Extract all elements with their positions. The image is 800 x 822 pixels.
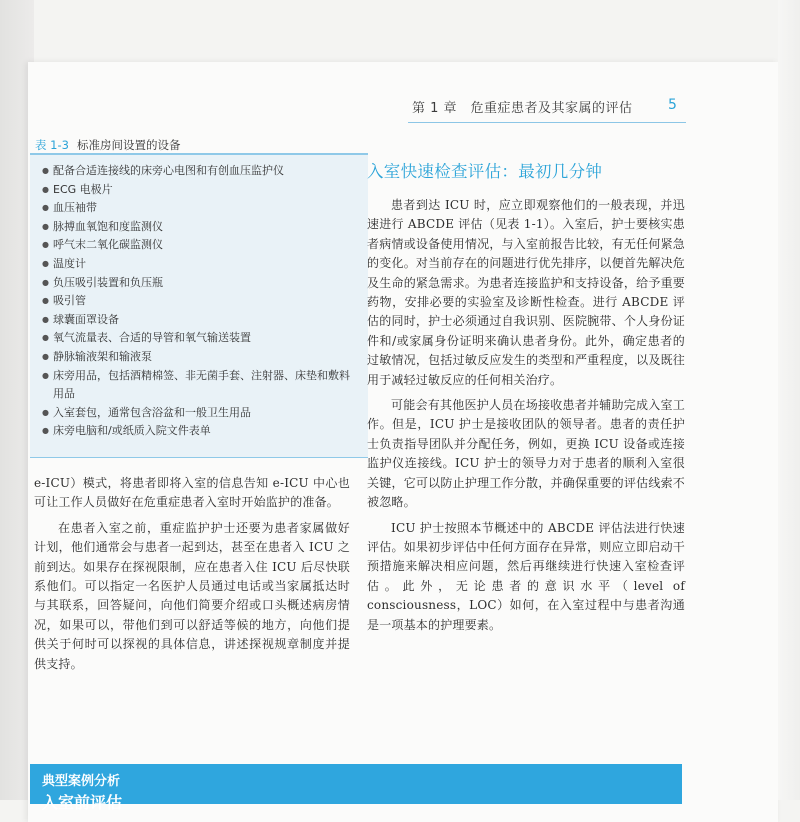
equipment-item-text: 呼气末二氧化碳监测仪	[53, 238, 163, 252]
bullet-icon: ●	[42, 351, 49, 361]
equipment-list-item	[30, 292, 368, 311]
equipment-list-item	[30, 422, 368, 441]
bullet-icon: ●	[42, 240, 49, 250]
equipment-item-text: 床旁电脑和/或纸质入院文件表单	[53, 424, 211, 438]
equipment-list-item	[30, 274, 368, 293]
equipment-item-text: ECG 电极片	[53, 182, 113, 196]
equipment-list-item	[30, 162, 368, 181]
equipment-list-item	[30, 348, 368, 367]
case-study-subtitle: 入室前评估	[42, 793, 123, 812]
equipment-item-text: 氧气流量表、合适的导管和氧气输送装置	[53, 331, 251, 345]
equipment-item-text: 床旁用品，包括酒精棉签、非无菌手套、注射器、床垫和敷料用品	[53, 368, 350, 401]
equipment-list-item	[30, 181, 368, 200]
background-surface-right	[778, 0, 800, 800]
running-header	[412, 97, 712, 119]
equipment-item-text: 吸引管	[53, 294, 86, 308]
equipment-item-text: 血压袖带	[53, 201, 97, 215]
table-title: 标准房间设置的设备	[76, 138, 181, 152]
table-number: 表 1-3	[35, 138, 69, 152]
bullet-icon: ●	[42, 277, 49, 287]
right-paragraph: ICU 护士按照本节概述中的 ABCDE 评估法进行快速评估。如果初步评估中任何方面存在异常，则应立即启动干预措施来解决相应问题，然后再继续进行快速入室检查评估。此外，无论患者的意识水平（level of consciousness，LOC）如何，在入室过程中与患者沟通是一项基本的护理要素。	[367, 520, 685, 632]
equipment-list-item	[30, 329, 368, 348]
case-study-banner	[30, 764, 682, 812]
section-heading: 入室快速检查评估：最初几分钟	[367, 162, 603, 181]
bullet-icon: ●	[42, 184, 49, 194]
left-paragraph: e-ICU）模式，将患者即将入室的信息告知 e-ICU 中心也可让工作人员做好在危重症患者入室时开始监护的准备。	[34, 476, 350, 510]
bullet-icon: ●	[42, 166, 49, 175]
equipment-table	[30, 153, 368, 458]
left-paragraph: 在患者入室之前，重症监护护士还要为患者家属做好计划，他们通常会与患者一起到达，甚至在患者入 ICU 之前到达。如果存在探视限制，应在患者入住 ICU 后尽快联系他们。可以指定一名医护人员通过电话或当家属抵达时与其联系，回答疑问，向他们简要介绍或口头概述病房情况，如果可以，带他们到可以舒适等候的地方，向他们提供关于何时可以探视的具体信息，讲述探视规章制度并提供支持。	[34, 520, 350, 671]
page-number: 5	[668, 97, 678, 113]
equipment-item-text: 配备合适连接线的床旁心电图和有创血压监护仪	[53, 164, 284, 177]
bullet-icon: ●	[42, 407, 49, 417]
left-column-text	[34, 474, 350, 674]
bullet-icon: ●	[42, 314, 49, 324]
equipment-list-item	[30, 255, 368, 274]
bullet-icon: ●	[42, 258, 49, 268]
bullet-icon: ●	[42, 296, 49, 306]
equipment-item-text: 脉搏血氧饱和度监测仪	[53, 219, 163, 233]
equipment-list-item	[30, 311, 368, 330]
bullet-icon: ●	[42, 426, 49, 436]
chapter-title: 第 1 章 危重症患者及其家属的评估	[412, 101, 633, 116]
right-column-text	[367, 196, 685, 635]
equipment-list	[30, 155, 368, 441]
equipment-item-text: 入室套包，通常包含浴盆和一般卫生用品	[53, 405, 251, 419]
equipment-list-item	[30, 236, 368, 255]
bullet-icon: ●	[42, 203, 49, 213]
equipment-list-item	[30, 404, 368, 423]
equipment-item-text: 静脉输液架和输液泵	[53, 349, 152, 363]
right-paragraph: 可能会有其他医护人员在场接收患者并辅助完成入室工作。但是，ICU 护士是接收团队的领导者。患者的责任护士负责指导团队并分配任务，例如，更换 ICU 设备或连接监护仪连接线。ICU 护士的领导力对于患者的顺利入室很关键，它可以防止护理工作分散，并确保重要的评估线索不被忽略。	[367, 398, 685, 510]
bullet-icon: ●	[42, 370, 49, 380]
equipment-list-item	[30, 218, 368, 237]
bullet-icon: ●	[42, 221, 49, 231]
case-study-title: 典型案例分析	[42, 774, 121, 789]
equipment-item-text: 温度计	[53, 256, 86, 270]
right-paragraph: 患者到达 ICU 时，应立即观察他们的一般表现，并迅速进行 ABCDE 评估（见表 1-1）。入室后，护士要核实患者病情或设备使用情况，与入室前报告比较，有无任何紧急的变化。对当前存在的问题进行优先排序，以便首先解决危及生命的紧急需求。为患者连接监护和支持设备，给予重要药物，安排必要的实验室及诊断性检查。进行 ABCDE 评估的同时，护士必须通过自我识别、医院腕带、个人身份证件和/或家属身份证明来确认患者身份。此外，确定患者的过敏情况，包括过敏反应发生的类型和严重程度，以及既往用于减轻过敏反应的任何相关治疗。	[367, 198, 685, 387]
equipment-list-item	[30, 367, 368, 404]
bullet-icon: ●	[42, 333, 49, 343]
equipment-item-text: 球囊面罩设备	[53, 312, 119, 326]
equipment-list-item	[30, 199, 368, 218]
header-rule	[408, 122, 686, 123]
equipment-item-text: 负压吸引装置和负压瓶	[53, 275, 163, 289]
